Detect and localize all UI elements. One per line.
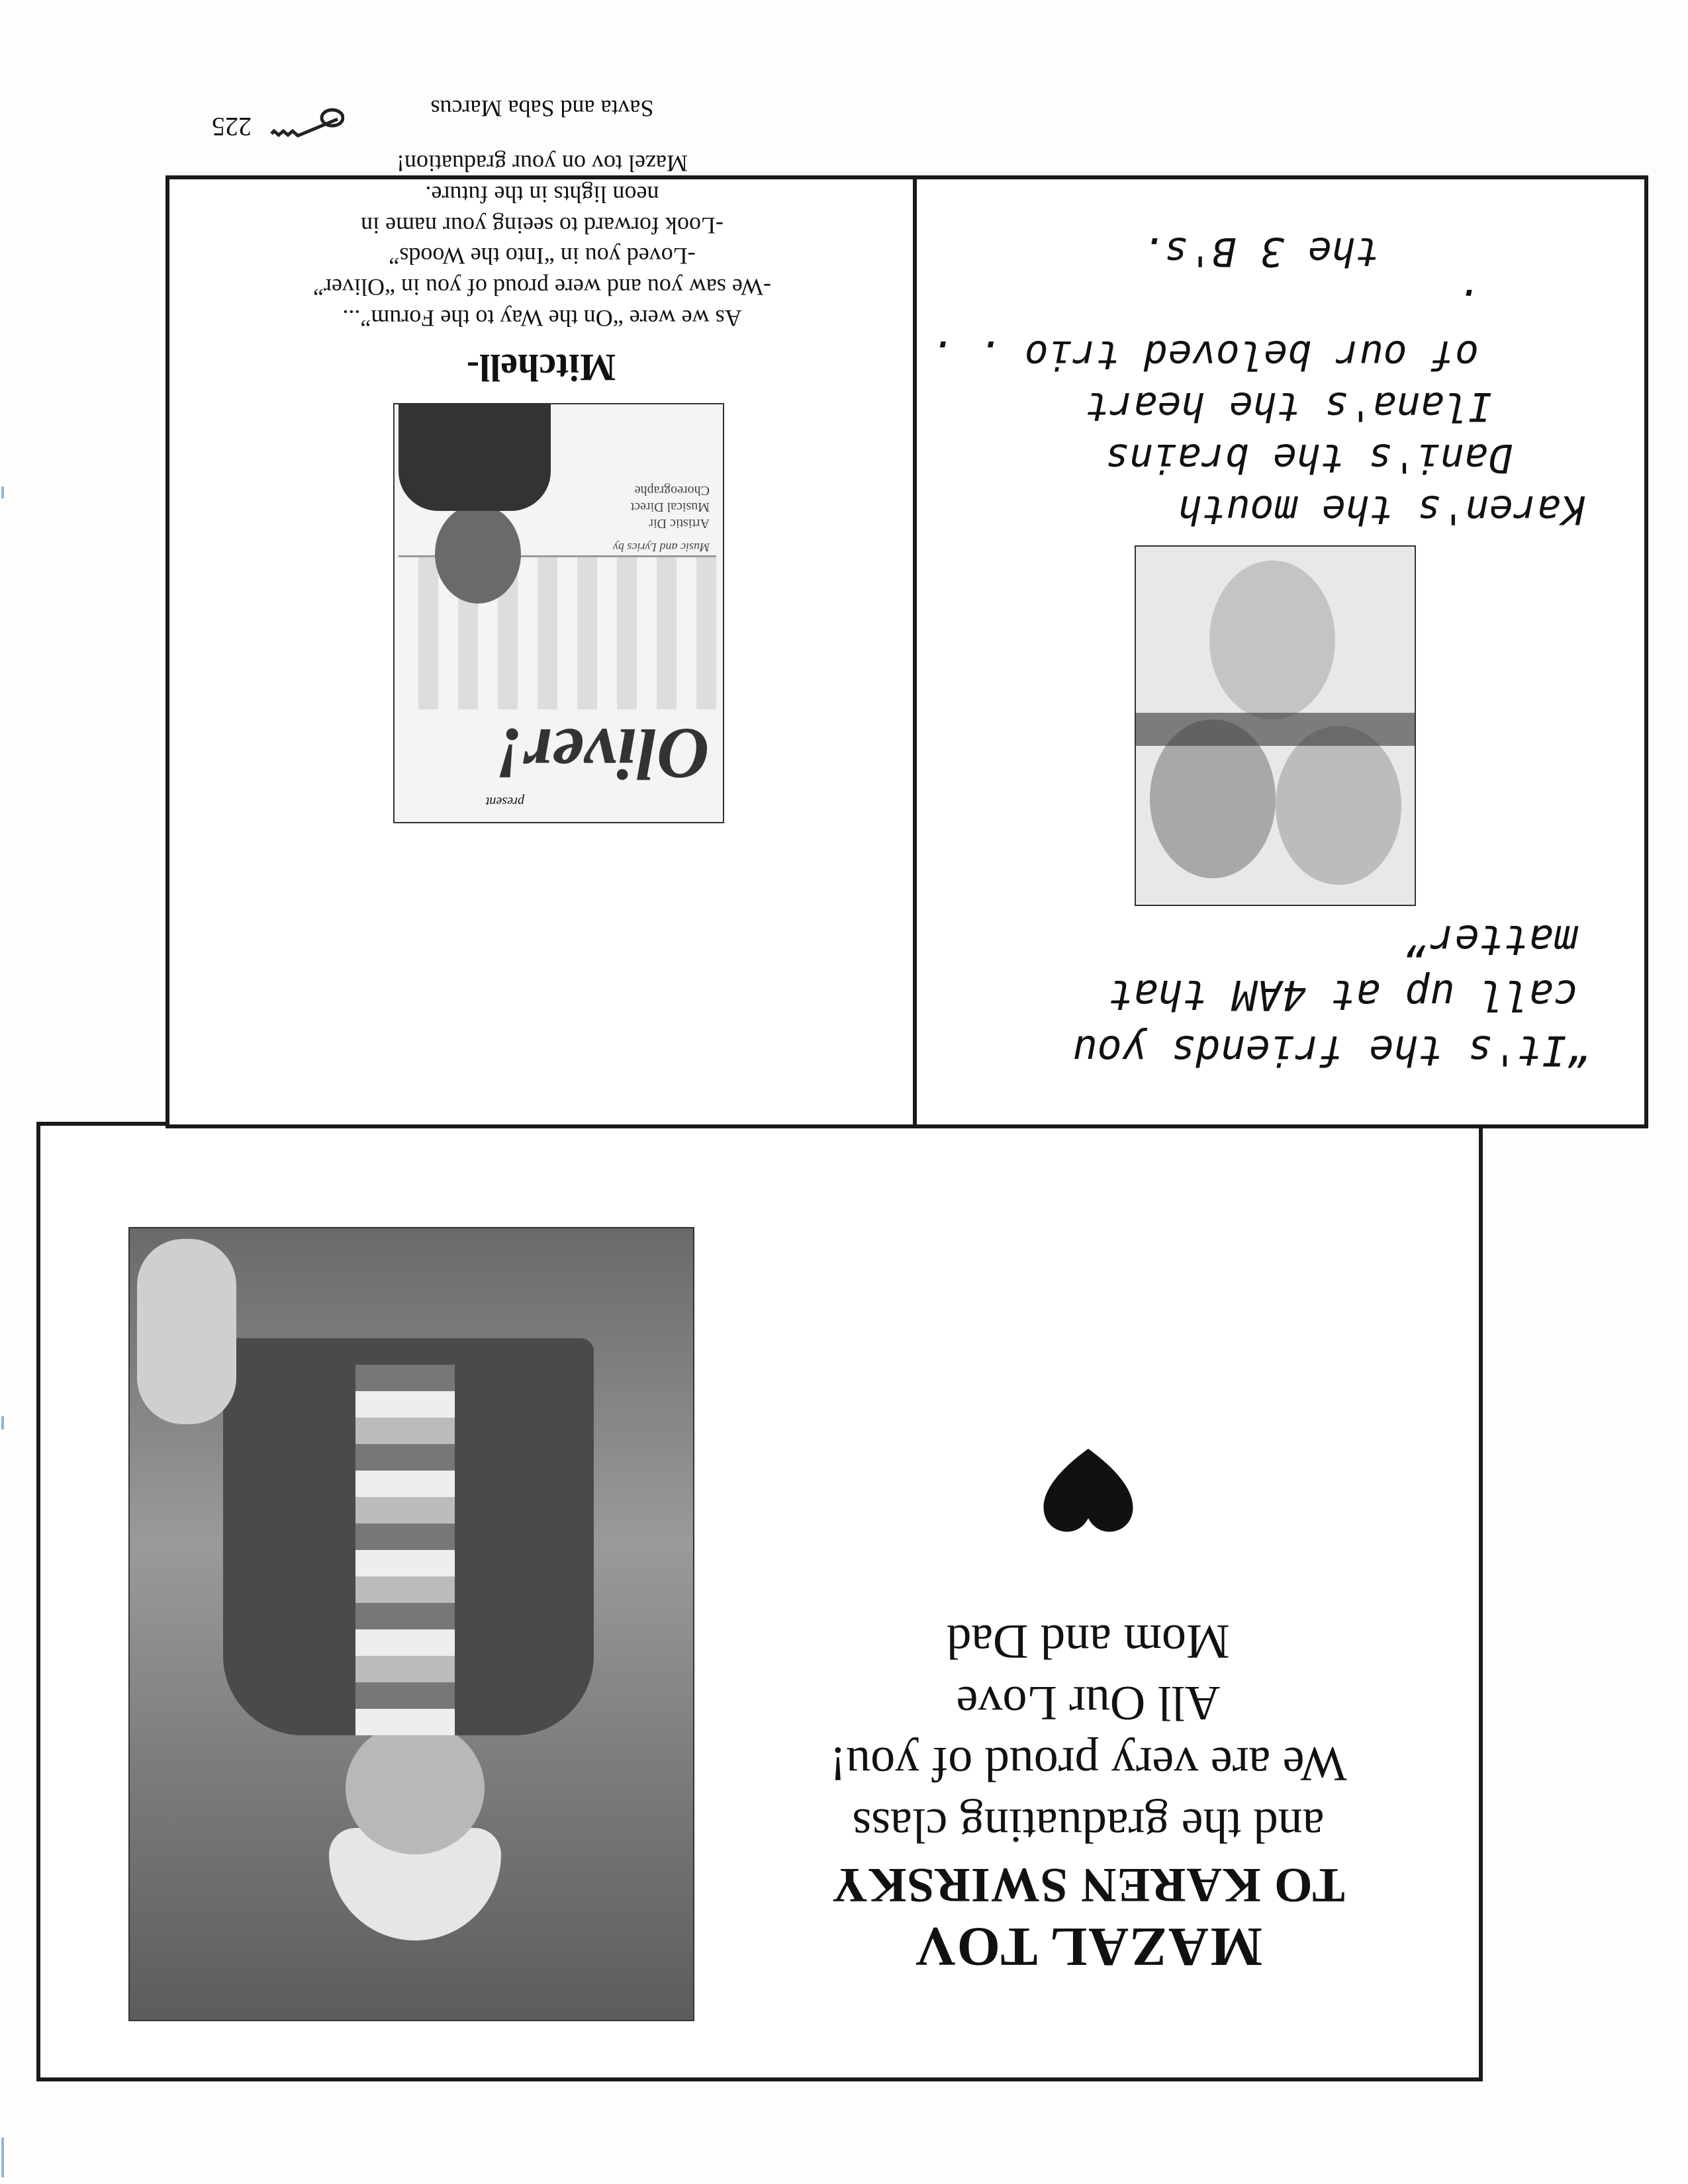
ad-text-block (737, 1442, 1439, 1978)
page-number: 225 (212, 112, 252, 142)
poster-credit: Artistic Dir (649, 516, 710, 531)
poster-credit: Music and Lyrics by (613, 541, 710, 554)
ad-heading: MAZAL TOV (914, 1916, 1263, 1978)
mitchell-message (211, 95, 873, 334)
face (346, 1722, 485, 1854)
karen-family-ad (36, 1122, 1483, 2081)
mitchell-name: Mitchell- (466, 346, 616, 389)
child-photo (128, 1227, 694, 2021)
message-line: -We saw you and were proud of you in “Oliver” (313, 274, 771, 301)
quote-line: “It's the friends you (1072, 1026, 1591, 1075)
ad-text-line: All Our Love (956, 1675, 1221, 1730)
message-line: -Look forward to seeing your name in (361, 212, 724, 239)
heart-icon (1039, 1445, 1138, 1538)
message-line: neon lights in the future. (425, 181, 659, 208)
poster-credit: Choreographe (634, 483, 710, 498)
mitchell-body (399, 403, 551, 511)
message-line: Mazel tov on your graduation! (397, 150, 688, 177)
three-friends-photo (1135, 545, 1416, 906)
friend-face-3 (1209, 561, 1335, 719)
friends-caption (923, 226, 1585, 535)
ad-signature: Mom and Dad (947, 1614, 1230, 1669)
message-line: As we were “On the Way to the Forum”... (342, 305, 742, 332)
oliver-poster-photo (393, 403, 724, 823)
snowman (137, 1239, 236, 1424)
caption-line: the 3 B's. (1140, 228, 1380, 275)
caption-line: Dani's the brains (1105, 435, 1512, 481)
message-line: -Loved you in “Into the Woods” (389, 243, 696, 270)
scarf (355, 1365, 455, 1735)
poster-credit: Musical Direct (630, 500, 710, 514)
caption-line: Ilana's the heart (1085, 383, 1492, 430)
mitchell-head (435, 504, 521, 604)
poster-title: Oliver! (495, 713, 710, 794)
ad-text-line: and the graduating class (852, 1797, 1325, 1852)
poster-small-text: present (485, 794, 524, 809)
ad-heading-name: TO KAREN SWIRSKY (831, 1858, 1345, 1913)
friend-face-1 (1276, 726, 1401, 885)
friends-quote (929, 912, 1591, 1078)
caption-line: of our beloved trio . . . (929, 280, 1479, 378)
friends-hair (1135, 713, 1415, 746)
caption-line: Karen's the mouth (1178, 486, 1585, 533)
mitchell-signature: Savta and Saba Marcus (430, 95, 654, 122)
ad-text-line: We are very proud of you! (829, 1737, 1347, 1792)
friends-ad (887, 175, 1648, 1128)
quote-line: call up at 4AM that (1108, 971, 1578, 1020)
quote-line: matter” (1405, 915, 1578, 964)
